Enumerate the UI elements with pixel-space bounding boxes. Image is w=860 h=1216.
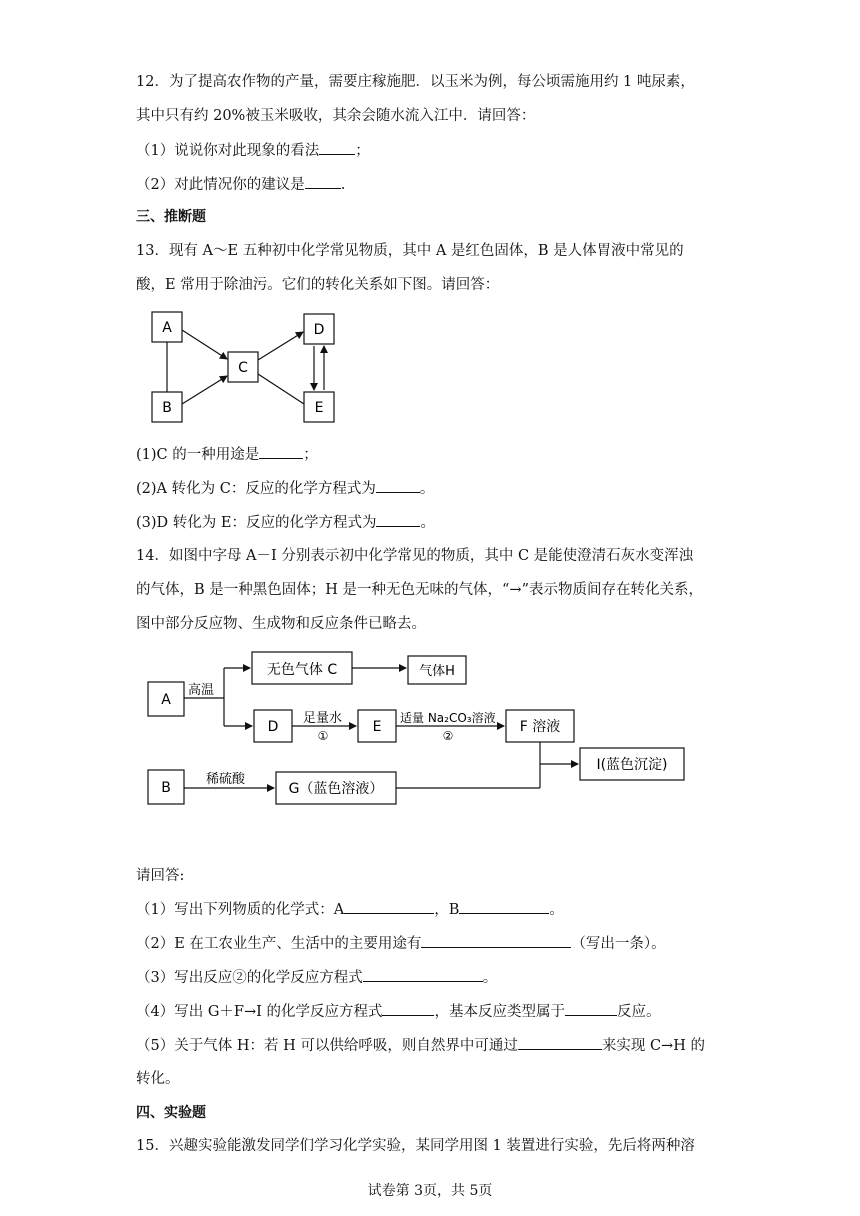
q12-line2: 其中只有约 20%被玉米吸收，其余会随水流入江中．请回答： [136, 108, 536, 124]
section-heading-4: 四、实验题 [136, 1105, 206, 1121]
q12-sub1-end: ； [355, 143, 370, 159]
answer-blank [565, 1001, 617, 1016]
node-i [580, 748, 684, 780]
q14-sub3 [136, 967, 497, 988]
answer-blank [344, 899, 434, 914]
label-na2co3: 适量 Na₂CO₃溶液 [400, 711, 496, 725]
svg-text:气体H: 气体H [419, 664, 455, 679]
answer-blank [376, 478, 420, 493]
q13-line2: 酸，E 常用于除油污。它们的转化关系如下图。请回答： [136, 277, 500, 293]
answer-blank [376, 512, 420, 527]
q14-sub5 [136, 1035, 705, 1056]
q15-line1: 15．兴趣实验能激发同学们学习化学实验，某同学用图 1 装置进行实验，先后将两种溶 [136, 1138, 695, 1154]
answer-blank [319, 140, 355, 155]
svg-text:I(蓝色沉淀): I(蓝色沉淀) [596, 757, 668, 773]
answer-blank [382, 1001, 434, 1016]
section-heading-3: 三、推断题 [136, 209, 206, 225]
q13-line1: 13．现有 A～E 五种初中化学常见物质，其中 A 是红色固体，B 是人体胃液中常见的 [136, 243, 684, 259]
q14-sub3-text: （3）写出反应②的化学反应方程式 [136, 970, 363, 986]
q13-sub2-end: 。 [419, 481, 435, 497]
q14-sub1-end: 。 [549, 902, 564, 918]
q14-sub4-text: （4）写出 G＋F→I 的化学反应方程式 [136, 1004, 383, 1020]
q13-sub3-end: 。 [420, 515, 435, 531]
q12-sub2 [136, 174, 345, 195]
svg-text:C: C [238, 360, 248, 376]
svg-text:A: A [162, 320, 172, 336]
svg-text:无色气体 C: 无色气体 C [266, 662, 338, 678]
label-high-temp: 高温 [188, 683, 215, 698]
q14-sub5-text: （5）关于气体 H：若 H 可以供给呼吸，则自然界中可通过 [136, 1038, 518, 1054]
q14-sub2-text: （2）E 在工农业生产、生活中的主要用途有 [136, 936, 422, 952]
q13-diagram [140, 306, 360, 430]
node-f [506, 710, 574, 742]
q14-diagram [140, 644, 700, 814]
svg-text:F 溶液: F 溶液 [519, 719, 561, 735]
q13-sub2 [136, 478, 434, 499]
q12-sub2-text: （2）对此情况你的建议是 [136, 177, 305, 193]
node-h [408, 656, 466, 684]
answer-blank [421, 933, 571, 948]
node-c [252, 652, 352, 684]
answer-blank [305, 174, 341, 189]
q13-sub1-text: (1)C 的一种用途是 [136, 447, 260, 463]
node-a [148, 682, 184, 716]
q12-line1: 12．为了提高农作物的产量，需要庄稼施肥．以玉米为例，每公顷需施用约 1 吨尿素， [136, 74, 695, 90]
q14-line1: 14．如图中字母 A－I 分别表示初中化学常见的物质，其中 C 是能使澄清石灰水变浑浊 [136, 548, 694, 564]
node-b [152, 392, 182, 422]
arrow-a-c [182, 330, 227, 359]
q12-sub1 [136, 140, 370, 161]
q12-sub1-text: （1）说说你对此现象的看法 [136, 143, 320, 159]
q12-sub2-end: . [340, 177, 346, 193]
node-e [358, 710, 396, 742]
arrow-b-c [182, 376, 227, 404]
q14-line3: 图中部分反应物、生成物和反应条件已略去。 [136, 616, 426, 632]
answer-blank [259, 444, 303, 459]
q14-answer-intro: 请回答: [136, 868, 185, 884]
label-dilute-sulfuric-acid: 稀硫酸 [206, 772, 246, 787]
q13-sub3-text: (3)D 转化为 E：反应的化学方程式为 [136, 515, 377, 531]
q14-line2: 的气体，B 是一种黑色固体；H 是一种无色无味的气体，“→”表示物质间存在转化关系， [136, 582, 703, 598]
svg-text:E: E [314, 400, 324, 416]
q14-sub4-end: 反应。 [616, 1004, 661, 1020]
node-d [304, 314, 334, 344]
node-c [228, 352, 258, 382]
link-c-e [258, 374, 304, 404]
answer-blank [459, 899, 549, 914]
node-d [254, 710, 292, 742]
q13-sub2-text: (2)A 转化为 C：反应的化学方程式为 [136, 481, 376, 497]
q13-sub1-end: ； [303, 447, 318, 463]
label-step-1: ① [317, 729, 329, 743]
q14-sub1-mid: ，B [434, 902, 460, 918]
q14-sub5-line2: 转化。 [136, 1071, 180, 1087]
svg-text:B: B [162, 400, 172, 416]
q13-sub3 [136, 512, 435, 533]
q14-sub2 [136, 933, 666, 954]
svg-text:E: E [372, 719, 382, 735]
label-step-2: ② [442, 729, 454, 743]
q14-sub3-end: 。 [482, 970, 498, 986]
node-b [148, 770, 184, 804]
q14-sub4 [136, 1001, 660, 1022]
node-e [304, 392, 334, 422]
q14-sub2-end: （写出一条）。 [571, 936, 666, 952]
q13-sub1 [136, 444, 318, 465]
svg-text:D: D [267, 719, 279, 735]
svg-text:G（蓝色溶液）: G（蓝色溶液） [288, 781, 384, 797]
arrow-c-d [258, 332, 303, 360]
answer-blank [518, 1035, 602, 1050]
node-a [152, 312, 182, 342]
svg-text:B: B [161, 780, 171, 796]
q14-sub4-mid: ，基本反应类型属于 [434, 1004, 565, 1020]
q14-sub1-text: （1）写出下列物质的化学式：A [136, 902, 345, 918]
page-footer: 试卷第 3页，共 5页 [367, 1183, 493, 1199]
node-g [276, 772, 396, 804]
answer-blank [363, 967, 483, 982]
q14-sub5-end: 来实现 C→H 的 [601, 1038, 705, 1054]
svg-text:A: A [161, 692, 171, 708]
q14-sub1 [136, 899, 564, 920]
label-water: 足量水 [303, 711, 343, 726]
svg-text:D: D [313, 322, 325, 338]
